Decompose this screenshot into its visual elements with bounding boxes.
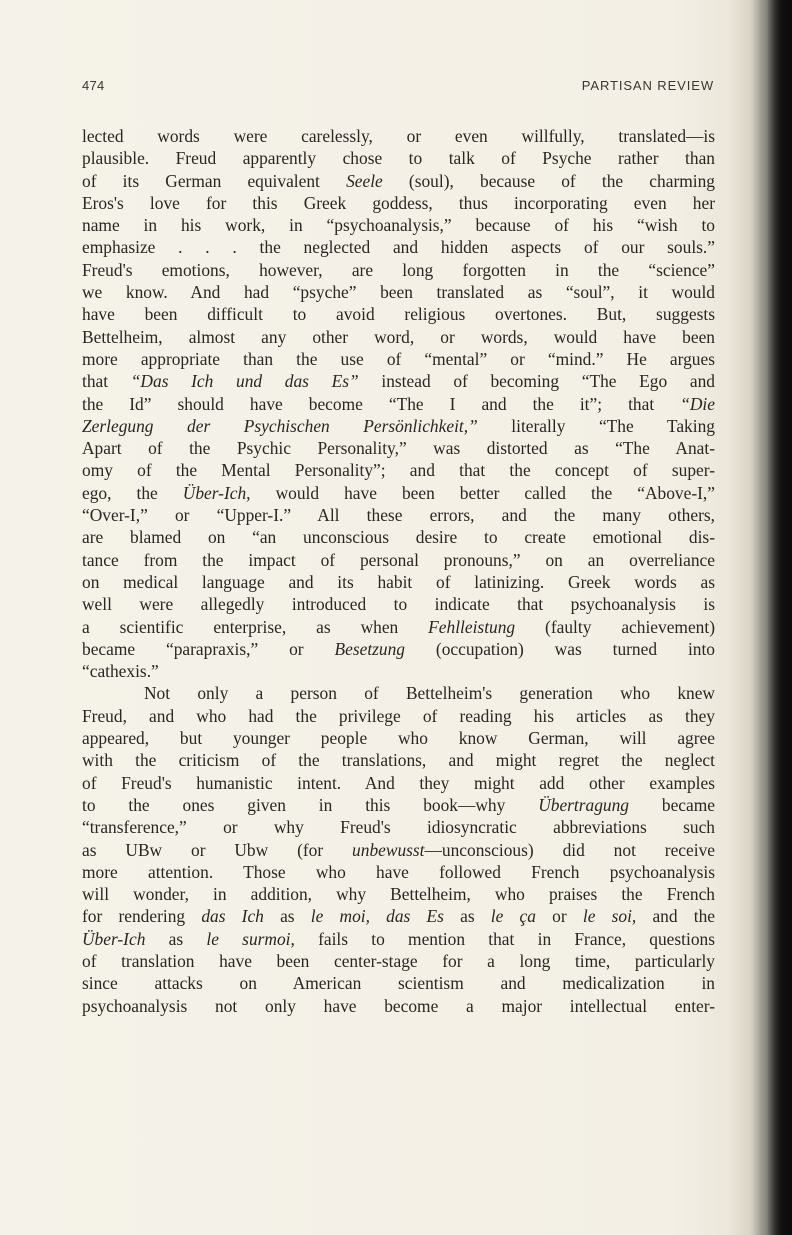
text-segment: Not only a person of Bettelheim's generation who knew xyxy=(144,683,715,704)
text-line xyxy=(82,170,715,192)
text-segment: fails to mention that in France, questions xyxy=(294,928,715,949)
italic-text: Fehlleistung xyxy=(428,616,516,637)
text-segment: of its German equivalent xyxy=(82,170,347,191)
text-segment: ego, the xyxy=(82,482,183,503)
text-line xyxy=(82,995,715,1017)
italic-text: le soi, xyxy=(582,906,637,927)
text-line xyxy=(82,705,715,727)
page-header xyxy=(82,78,714,98)
text-line xyxy=(82,437,715,459)
page-number: 474 xyxy=(82,78,105,93)
text-line xyxy=(82,816,715,838)
text-line xyxy=(82,415,715,437)
text-line xyxy=(82,192,715,214)
text-line xyxy=(82,727,715,749)
text-segment: name in his work, in “psychoanalysis,” because of his “wish to xyxy=(82,215,715,236)
text-segment: we know. And had “psyche” been translated as “soul”, it would xyxy=(82,282,715,303)
text-segment: would have been better called the “Above-I,” xyxy=(250,482,715,503)
text-line xyxy=(82,660,715,682)
text-line xyxy=(82,303,715,325)
italic-text: Übertragung xyxy=(538,794,630,815)
text-segment: Freud's emotions, however, are long forgotten in the “science” xyxy=(82,259,715,280)
text-segment: that xyxy=(82,371,131,392)
body-text xyxy=(82,125,715,1017)
text-line xyxy=(82,326,715,348)
text-line xyxy=(82,459,715,481)
italic-text: le moi, das Es xyxy=(310,906,444,927)
text-line xyxy=(82,526,715,548)
text-line xyxy=(82,749,715,771)
text-segment: as xyxy=(443,906,491,927)
text-line xyxy=(82,571,715,593)
text-line xyxy=(82,482,715,504)
text-segment: are blamed on “an unconscious desire to create emotional dis- xyxy=(82,527,715,548)
text-segment: “cathexis.” xyxy=(82,661,159,682)
text-segment: (soul), because of the charming xyxy=(382,170,715,191)
text-segment: on medical language and its habit of latinizing. Greek words as xyxy=(82,571,715,592)
italic-text: Über-Ich xyxy=(82,928,146,949)
text-line xyxy=(82,370,715,392)
text-segment: literally “The Taking xyxy=(477,415,715,436)
text-line xyxy=(82,259,715,281)
text-line xyxy=(82,972,715,994)
text-segment: have been difficult to avoid religious overtones. But, suggests xyxy=(82,304,715,325)
italic-text: Zerlegung der Psychischen Persönlichkeit,” xyxy=(82,415,478,436)
text-segment: became “parapraxis,” or xyxy=(82,638,335,659)
text-segment: and the xyxy=(636,906,716,927)
running-head: PARTISAN REVIEW xyxy=(581,78,714,93)
italic-text: “Die xyxy=(680,393,715,414)
text-segment: “Over-I,” or “Upper-I.” All these errors, and the many others, xyxy=(82,505,715,526)
text-segment: more appropriate than the use of “mental” or “mind.” He argues xyxy=(82,348,715,369)
text-segment: lected words were carelessly, or even willfully, translated—is xyxy=(82,126,715,146)
italic-text: le surmoi, xyxy=(206,928,295,949)
text-segment: emphasize . . . the neglected and hidden aspects of our souls.” xyxy=(82,237,715,258)
text-segment: Freud, and who had the privilege of reading his articles as they xyxy=(82,705,715,726)
text-line xyxy=(82,147,715,169)
text-segment: a scientific enterprise, as when xyxy=(82,616,429,637)
text-segment: Bettelheim, almost any other word, or words, would have been xyxy=(82,326,715,347)
text-line xyxy=(82,214,715,236)
text-segment: as UBw or Ubw (for xyxy=(82,839,353,860)
text-segment: of translation have been center-stage for a long time, particularly xyxy=(82,950,715,971)
text-segment: appeared, but younger people who know German, will agree xyxy=(82,728,715,749)
text-line xyxy=(82,616,715,638)
text-segment: since attacks on American scientism and medicalization in xyxy=(82,973,715,994)
text-line xyxy=(82,682,715,704)
text-segment: or xyxy=(535,906,583,927)
italic-text: Seele xyxy=(346,170,383,191)
text-segment: well were allegedly introduced to indicate that psychoanalysis is xyxy=(82,594,715,615)
text-segment: with the criticism of the translations, and might regret the neglect xyxy=(82,750,715,771)
text-line xyxy=(82,348,715,370)
text-segment: —unconscious) did not receive xyxy=(424,839,715,860)
text-segment: of Freud's humanistic intent. And they might add other examples xyxy=(82,772,715,793)
text-line xyxy=(82,950,715,972)
text-line xyxy=(82,839,715,861)
text-line xyxy=(82,794,715,816)
text-line xyxy=(82,883,715,905)
text-segment: as xyxy=(145,928,207,949)
text-line xyxy=(82,593,715,615)
text-segment: Eros's love for this Greek goddess, thus incorporating even her xyxy=(82,192,715,213)
text-line xyxy=(82,393,715,415)
text-line xyxy=(82,236,715,258)
italic-text: das Ich xyxy=(201,906,264,927)
italic-text: le ça xyxy=(490,906,536,927)
text-line xyxy=(82,125,715,147)
italic-text: “Das Ich und das Es” xyxy=(130,371,359,392)
text-segment: (faulty achievement) xyxy=(515,616,715,637)
text-segment: omy of the Mental Personality”; and that the concept of super- xyxy=(82,460,715,481)
text-segment: will wonder, in addition, why Bettelheim, who praises the French xyxy=(82,884,715,905)
text-line xyxy=(82,638,715,660)
text-segment: instead of becoming “The Ego and xyxy=(358,371,715,392)
text-segment: Apart of the Psychic Personality,” was distorted as “The Anat- xyxy=(82,438,715,459)
text-segment: to the ones given in this book—why xyxy=(82,794,539,815)
text-segment: (occupation) was turned into xyxy=(405,638,715,659)
text-line xyxy=(82,772,715,794)
text-segment: “transference,” or why Freud's idiosyncratic abbreviations such xyxy=(82,817,715,838)
text-segment: psychoanalysis not only have become a major intellectual enter- xyxy=(82,995,715,1016)
text-segment: for rendering xyxy=(82,906,202,927)
text-line xyxy=(82,861,715,883)
text-line xyxy=(82,281,715,303)
text-segment: tance from the impact of personal pronouns,” on an overreliance xyxy=(82,549,715,570)
italic-text: unbewusst xyxy=(352,839,425,860)
text-line xyxy=(82,549,715,571)
text-segment: became xyxy=(629,794,715,815)
text-line xyxy=(82,905,715,927)
text-line xyxy=(82,504,715,526)
text-segment: more attention. Those who have followed French psychoanalysis xyxy=(82,861,715,882)
italic-text: Besetzung xyxy=(334,638,405,659)
text-segment: as xyxy=(263,906,311,927)
text-segment: the Id” should have become “The I and the it”; that xyxy=(82,393,681,414)
italic-text: Über-Ich, xyxy=(182,482,251,503)
text-line xyxy=(82,928,715,950)
page-binding-shadow xyxy=(750,0,792,1235)
text-segment: plausible. Freud apparently chose to talk of Psyche rather than xyxy=(82,148,715,169)
